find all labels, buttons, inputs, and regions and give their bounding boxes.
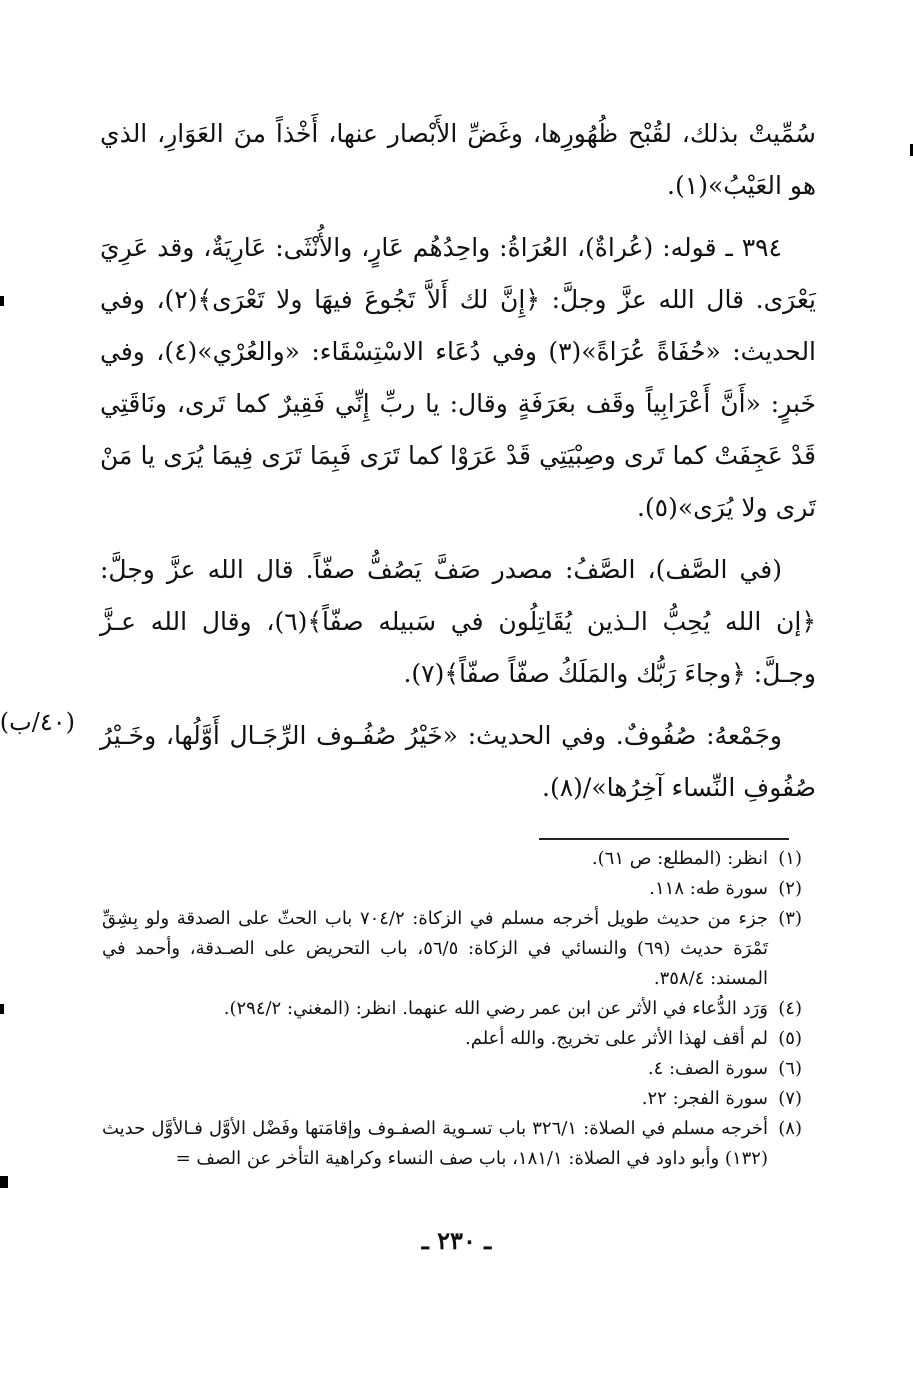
footnote-item — [102, 904, 802, 994]
footnote-number: (٢) — [778, 878, 802, 899]
paragraph-continuation: سُمِّيتْ بذلك، لقُبْح ظُهُورِها، وغَضِّ الأَبْصار عنها، أَخْذاً منَ العَوَارِ، الذي هو العَيْبُ»(١). — [100, 119, 816, 200]
footnote-text: وَرَد الدُّعاء في الأثر عن ابن عمر رضي الله عنهما. انظر: (المغني: ٢٩٤/٢). — [223, 998, 768, 1019]
paragraph-entry-394: ٣٩٤ ـ قوله: (عُراةٌ)، العُرَاةُ: واحِدُهُم عَارٍ، والأُنْثَى: عَارِيَةٌ، وقد عَرِيَ يَعْرَى. قال الله عزَّ وجلَّ: ﴿إِنَّ لك أَلاَّ تَجُوعَ فيهَا ولا تَعْرَى﴾(٢)، وفي الحديث: «حُفَاةً عُرَاةً»(٣) وفي دُعَاء الاسْتِسْقَاء: «والعُرْي»(٤)، وفي خَبرٍ: «أَنَّ أَعْرَابِياً وقَف بعَرَفَةٍ وقال: يا ربِّ إِنِّي فَقِيرٌ كما تَرى، ونَاقَتِي قَدْ عَجِفَتْ كما تَرى وصِبْيَتِي قَدْ عَرَوْا كما تَرَى فَبِمَا تَرَى فِيمَا يُرَى يا مَنْ تَرى ولا يُرَى»(٥). — [100, 233, 817, 522]
footnotes-list — [102, 844, 802, 1174]
footnote-number: (٤) — [778, 998, 802, 1019]
footnote-text: سورة الصف: ٤. — [647, 1058, 768, 1079]
scan-edge-mark — [0, 1004, 4, 1014]
footnote-text: سورة الفجر: ٢٢. — [641, 1088, 768, 1109]
paragraph-saff: (في الصَّف)، الصَّفُ: مصدر صَفَّ يَصُفُّ صفّاً. قال الله عزَّ وجلَّ: ﴿إن الله يُحِبُّ الـذين يُقَاتِلُون في سَبيله صفّاً﴾(٦)، وقال الله عـزَّ وجـلَّ: ﴿وجاءَ رَبُّك والمَلَكُ صفّاً صفّاً﴾(٧). — [100, 555, 817, 688]
main-text — [100, 108, 816, 824]
paragraph-sufuf: وجَمْعهُ: صُفُوفٌ. وفي الحديث: «خَيْرُ صُفُـوف الرِّجَـال أَوَّلُها، وخَـيْرُ صُفُوفِ النِّساء آخِرُها»/(٨). — [100, 721, 816, 802]
footnote-item — [102, 1114, 802, 1174]
scan-edge-mark — [0, 296, 4, 306]
footnote-text: جزء من حديث طويل أخرجه مسلم في الزكاة: ٧٠٤/٢ باب الحثّ على الصدقة ولو بِشِقِّ تَمْرَة حديث (٦٩) والنسائي في الزكاة: ٥٦/٥، باب التحريض على الصـدقة، وأحمد في المسند: ٣٥٨/٤. — [102, 908, 768, 989]
page-number: ـ ٢٣٠ ـ — [421, 1226, 492, 1255]
footnote-item — [102, 1054, 802, 1084]
footnote-item — [102, 1024, 802, 1054]
footnote-number: (٥) — [778, 1028, 802, 1049]
footnote-item — [102, 844, 802, 874]
footnote-separator — [539, 838, 789, 840]
footnote-item — [102, 994, 802, 1024]
footnote-text: أخرجه مسلم في الصلاة: ٣٢٦/١ باب تسـوية الصفـوف وإقامَتها وفَضْل الأوَّل فـالأوَّل حديث (١٣٢) وأبو داود في الصلاة: ١٨١/١، باب صف النساء وكراهية التأخر عن الصف = — [102, 1118, 768, 1169]
footnote-number: (٧) — [778, 1088, 802, 1109]
footnote-text: لم أقف لهذا الأثر على تخريج. والله أعلم. — [465, 1028, 768, 1049]
footnote-number: (٣) — [778, 908, 802, 929]
footnote-item — [102, 1084, 802, 1114]
footnote-number: (٨) — [778, 1118, 802, 1139]
footnote-number: (١) — [778, 848, 802, 869]
scan-edge-mark — [0, 1176, 8, 1188]
footnote-number: (٦) — [778, 1058, 802, 1079]
footnote-item — [102, 874, 802, 904]
footnote-text: انظر: (المطلع: ص ٦١). — [591, 848, 768, 869]
manuscript-folio-note: (٤٠/ب) — [0, 708, 75, 736]
footnote-text: سورة طه: ١١٨. — [649, 878, 768, 899]
